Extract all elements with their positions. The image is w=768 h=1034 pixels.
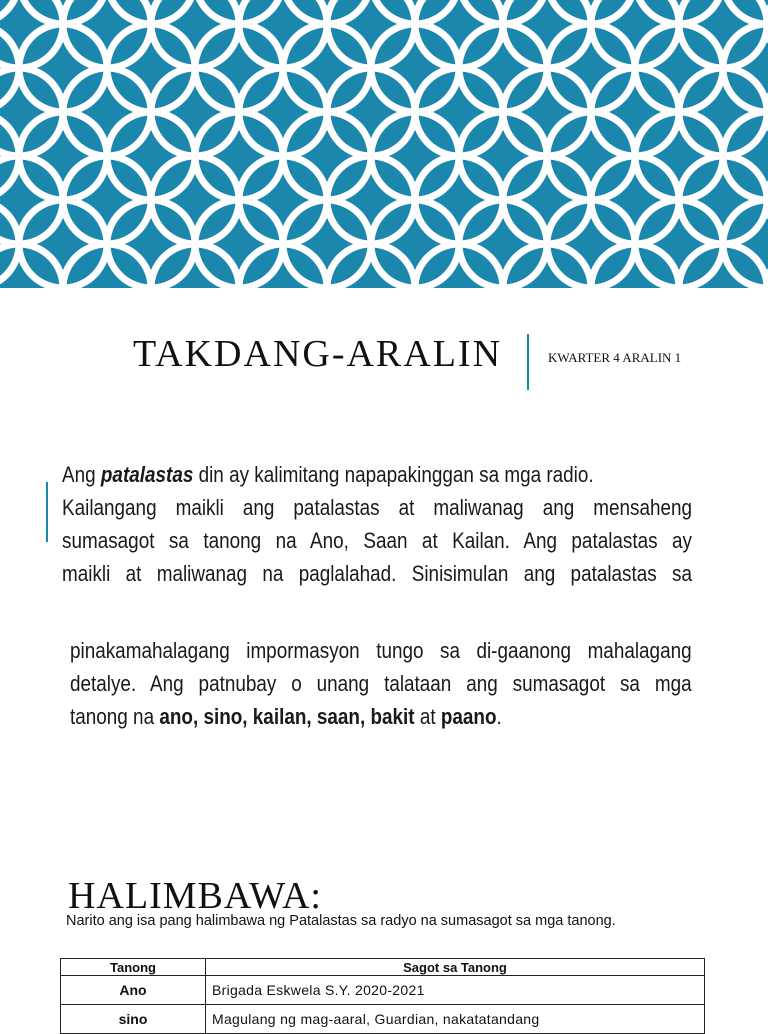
- paragraph-line: detalye. Ang patnubay o unang talataan ang sumasagot sa mga: [70, 671, 692, 696]
- paragraph-line: pinakamahalagang impormasyon tungo sa di-gaanong mahalagang: [70, 638, 692, 663]
- paragraph-line: [62, 458, 692, 491]
- answer-cell: Brigada Eskwela S.Y. 2020-2021: [206, 976, 705, 1005]
- slide-title: TAKDANG-ARALIN: [133, 333, 503, 375]
- question-cell: sino: [61, 1005, 206, 1034]
- table-row: [61, 976, 705, 1005]
- text-segment: .: [496, 704, 502, 729]
- paragraph-patalastas: [62, 458, 692, 590]
- column-header-tanong: Tanong: [61, 959, 206, 976]
- title-divider: [527, 334, 529, 390]
- question-answer-table: [60, 958, 705, 1034]
- paragraph-line: Kailangang maikli ang patalastas at maliwanag ang mensaheng: [62, 495, 692, 520]
- paragraph-line: sumasagot sa tanong na Ano, Saan at Kailan. Ang patalastas ay: [62, 528, 692, 553]
- keyword-paano: paano: [440, 704, 497, 729]
- column-header-sagot: Sagot sa Tanong: [206, 959, 705, 976]
- paragraph-patnubay: [70, 634, 692, 733]
- table-row: [61, 1005, 705, 1034]
- text-segment: din ay kalimitang napapakinggan sa mga radio.: [193, 462, 594, 487]
- keyword-patalastas: patalastas: [100, 462, 194, 487]
- paragraph-line: maikli at maliwanag na paglalahad. Sinisimulan ang patalastas sa: [62, 561, 692, 586]
- answer-cell: Magulang ng mag-aaral, Guardian, nakatatandang: [206, 1005, 705, 1034]
- title-row: [0, 326, 768, 396]
- decorative-banner: [0, 0, 768, 288]
- question-cell: Ano: [61, 976, 206, 1005]
- keywords-questions: ano, sino, kailan, saan, bakit: [159, 704, 415, 729]
- example-intro: Narito ang isa pang halimbawa ng Patalastas sa radyo na sumasagot sa mga tanong.: [66, 913, 616, 929]
- slide-subtitle: KWARTER 4 ARALIN 1: [548, 350, 682, 365]
- paragraph-line: [70, 700, 692, 733]
- accent-bar: [46, 482, 48, 542]
- interlocking-circles-pattern-icon: [0, 0, 768, 288]
- text-segment: Ang: [62, 462, 101, 487]
- text-segment: at: [414, 704, 441, 729]
- text-segment: tanong na: [70, 704, 160, 729]
- table-header-row: [61, 959, 705, 976]
- example-heading: HALIMBAWA:: [68, 875, 322, 917]
